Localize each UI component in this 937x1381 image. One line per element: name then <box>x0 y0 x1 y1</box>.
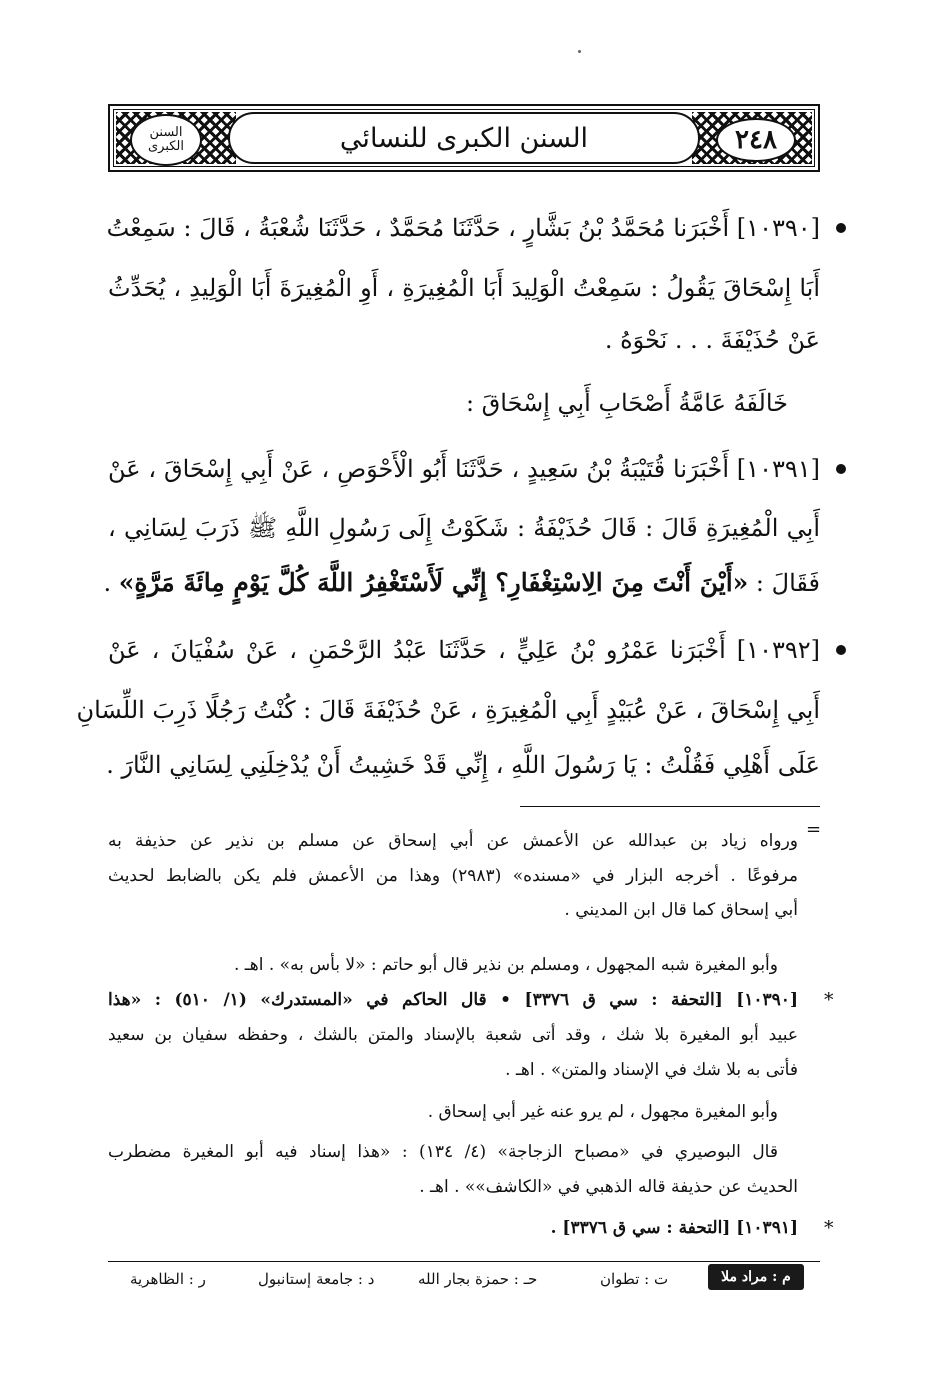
footnote-line: مرفوعًا . أخرجه البزار في «مسنده» (٢٩٨٣) وهذا من الأعمش فلم يكن بالضابط لحديث <box>108 866 798 886</box>
footnote-line: أبي إسحاق كما قال ابن المديني . <box>564 900 798 920</box>
footnote-line: الحديث عن حذيفة قاله الذهبي في «الكاشف»» . اهـ . <box>419 1177 798 1197</box>
footnote-star: * <box>824 989 834 1011</box>
main-line: عَنْ حُذَيْفَةَ . . . نَحْوَهُ . <box>604 326 820 354</box>
footnote-line: وأبو المغيرة شبه المجهول ، ومسلم بن نذير قال أبو حاتم : «لا بأس به» . اهـ . <box>233 955 778 975</box>
footnote-continuation-mark: = <box>806 819 822 840</box>
prophetic-hadith-text: «أَيْنَ أَنْتَ مِنَ الِاسْتِغْفَارِ؟ إِنِّي لَأَسْتَغْفِرُ اللَّهَ كُلَّ يَوْمٍ مِائَةَ مَرَّةٍ» <box>118 568 749 597</box>
page-number-oval <box>716 118 796 162</box>
main-line: [١٠٣٩١] أَخْبَرَنا قُتَيْبَةُ بْنُ سَعِيدٍ ، حَدَّثَنَا أَبُو الْأَحْوَصِ ، عَنْ أَبِي إِسْحَاقَ ، عَنْ <box>108 455 820 483</box>
main-line: خَالَفَهُ عَامَّةُ أَصْحَابِ أَبِي إِسْحَاقَ : <box>465 389 788 417</box>
manuscript-t: ت : تطوان <box>600 1270 669 1288</box>
page-number: ٢٤٨ <box>735 125 777 155</box>
bottom-separator <box>108 1261 820 1262</box>
hadith-bullet <box>836 464 846 474</box>
main-line-lead: فَقَالَ : <box>755 569 820 597</box>
footnote-line: وأبو المغيرة مجهول ، لم يرو عنه غير أبي إسحاق . <box>427 1102 778 1122</box>
hadith-bullet <box>836 645 846 655</box>
footnote-star: * <box>824 1217 834 1239</box>
manuscript-r: ر : الظاهرية <box>130 1270 206 1288</box>
footnote-line: [١٠٣٩١] [التحفة : سي ق ٣٣٧٦] . <box>550 1218 798 1238</box>
footnote-line: عبيد أبو المغيرة بلا شك ، وقد أتى شعبة بالإسناد والمتن بالشك ، وحفظه سفيان بن سعيد <box>108 1025 798 1045</box>
main-line: أَبِي الْمُغِيرَةِ قَالَ : قَالَ حُذَيْفَةُ : شَكَوْتُ إِلَى رَسُولِ اللَّهِ ﷺ ذَرَبَ لِسَانِي ، <box>108 514 820 542</box>
footnote-line: ورواه زياد بن عبدالله عن الأعمش عن أبي إسحاق عن مسلم بن نذير عن حذيفة به <box>108 831 798 851</box>
hadith-bullet <box>836 223 846 233</box>
main-line: أَبِي إِسْحَاقَ ، عَنْ عُبَيْدٍ أَبِي الْمُغِيرَةِ ، عَنْ حُذَيْفَةَ قَالَ : كُنْتُ رَجُلًا ذَرِبَ اللِّسَانِ <box>76 696 820 724</box>
footnote-line: فأتى به بلا شك في الإسناد والمتن» . اهـ . <box>505 1060 798 1080</box>
footnote-line: [١٠٣٩٠] [التحفة : سي ق ٣٣٧٦] • قال الحاكم في «المستدرك» (١/ ٥١٠) : «هذا <box>108 990 798 1010</box>
main-line: [١٠٣٩٠] أَخْبَرَنا مُحَمَّدُ بْنُ بَشَّارٍ ، حَدَّثَنَا مُحَمَّدٌ ، حَدَّثَنَا شُعْبَةُ ، قَالَ : سَمِعْتُ <box>106 214 820 242</box>
main-line: أَبَا إِسْحَاقَ يَقُولُ : سَمِعْتُ الْوَلِيدَ أَبَا الْمُغِيرَةِ ، أَوِ الْمُغِيرَةَ أَبَا الْوَلِيدِ ، يُحَدِّثُ <box>108 274 820 302</box>
running-title: السنن الكبرى للنسائي <box>339 122 589 154</box>
seal-text: السنن الكبرى <box>147 125 185 154</box>
manuscript-m-badge: م : مراد ملا <box>708 1264 804 1290</box>
manuscript-h: حـ : حمزة بجار الله <box>418 1270 538 1288</box>
scan-speck <box>578 50 581 53</box>
footnote-separator <box>520 806 820 807</box>
book-seal <box>130 114 202 166</box>
main-line-with-hadith <box>103 563 820 603</box>
page-header <box>108 104 820 172</box>
main-line: [١٠٣٩٢] أَخْبَرَنا عَمْرُو بْنُ عَلِيٍّ ، حَدَّثَنَا عَبْدُ الرَّحْمَنِ ، عَنْ سُفْيَانَ ، عَنْ <box>108 636 820 664</box>
footnote-line: قال البوصيري في «مصباح الزجاجة» (٤/ ١٣٤) : «هذا إسناد فيه أبو المغيرة مضطرب <box>108 1142 778 1162</box>
manuscript-d: د : جامعة إستانبول <box>258 1270 375 1288</box>
main-line: عَلَى أَهْلِي فَقُلْتُ : يَا رَسُولَ اللَّهِ ، إِنِّي قَدْ خَشِيتُ أَنْ يُدْخِلَنِي لِسَانِي النَّارَ . <box>106 751 820 779</box>
line-end-period: . <box>103 569 112 597</box>
running-title-cartouche <box>228 112 700 164</box>
